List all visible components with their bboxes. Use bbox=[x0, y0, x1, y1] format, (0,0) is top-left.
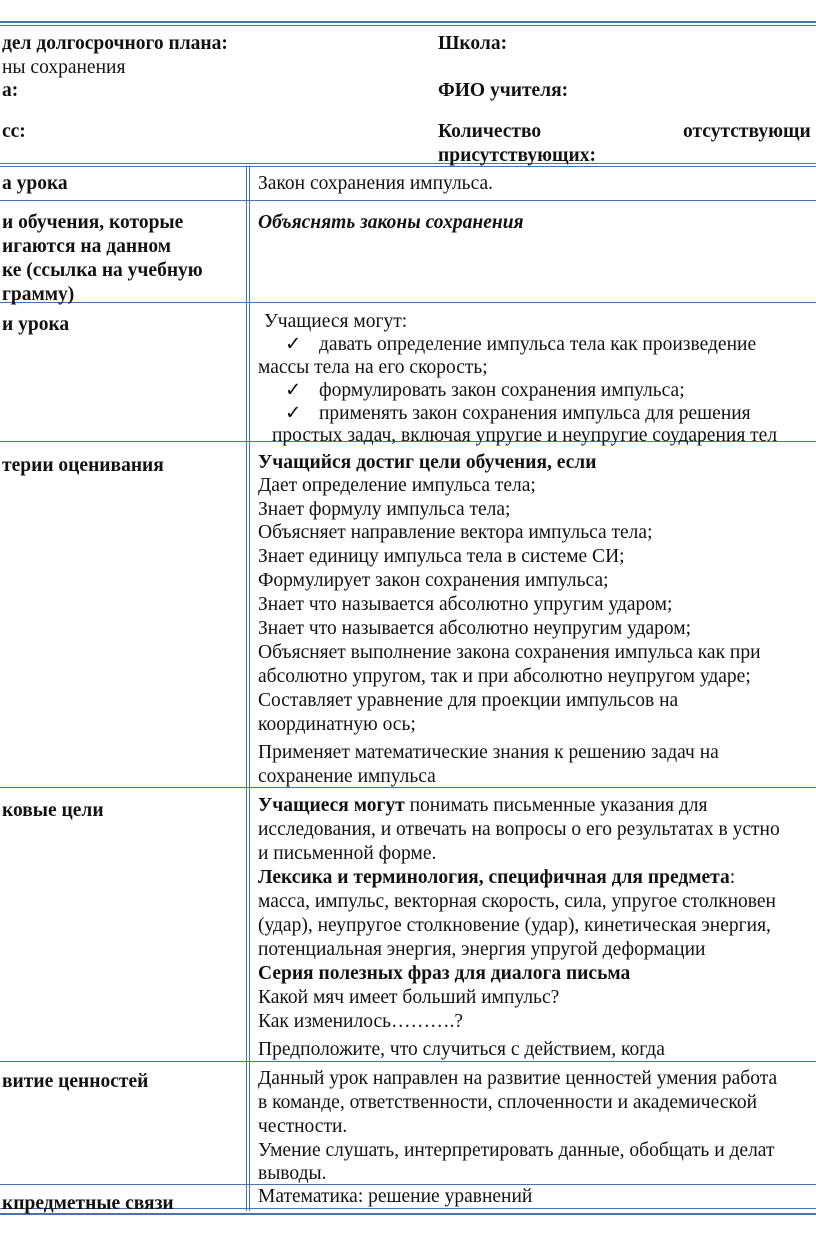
goal-text: простых задач, включая упругие и неупругие соударения тел bbox=[272, 425, 778, 446]
language-line: Как изменилось……….? bbox=[258, 1011, 464, 1032]
criteria-line: Знает что называется абсолютно упругим ударом; bbox=[258, 594, 673, 615]
criteria-line: Объясняет направление вектора импульса тела; bbox=[258, 522, 653, 543]
criteria-line: координатную ось; bbox=[258, 714, 416, 735]
values-line: выводы. bbox=[258, 1163, 327, 1184]
language-line: Какой мяч имеет больший импульс? bbox=[258, 987, 560, 1008]
language-line: масса, импульс, векторная скорость, сила, упругое столкновен bbox=[258, 891, 776, 912]
values-label: витие ценностей bbox=[2, 1071, 149, 1092]
class-label: сс: bbox=[2, 121, 26, 142]
language-line: исследования, и отвечать на вопросы о его результатах в устно bbox=[258, 819, 780, 840]
count-label-absent: отсутствующи bbox=[683, 121, 811, 142]
goal-item bbox=[285, 379, 685, 403]
criteria-line: Знает формулу импульса тела; bbox=[258, 499, 511, 520]
count-label: Количество bbox=[438, 121, 542, 142]
count-label-present: присутствующих: bbox=[438, 145, 596, 166]
language-line: и письменной форме. bbox=[258, 843, 437, 864]
row-divider bbox=[0, 163, 816, 164]
language-bold: Лексика и терминология, специфичная для предмета bbox=[258, 867, 730, 888]
date-label: а: bbox=[2, 80, 19, 101]
criteria-line: сохранение импульса bbox=[258, 766, 436, 787]
goal-text: формулировать закон сохранения импульса; bbox=[319, 380, 685, 401]
criteria-line: Объясняет выполнение закона сохранения импульса как при bbox=[258, 642, 761, 663]
header-divider bbox=[0, 25, 816, 26]
criteria-line: Знает единицу импульса тела в системе СИ; bbox=[258, 546, 625, 567]
values-line: честности. bbox=[258, 1116, 348, 1137]
criteria-heading: Учащийся достиг цели обучения, если bbox=[258, 452, 597, 473]
check-icon: ✓ bbox=[285, 403, 302, 424]
school-label: Школа: bbox=[438, 33, 508, 54]
language-line: Предположите, что случиться с действием, когда bbox=[258, 1039, 665, 1060]
language-bold: Учащиеся могут bbox=[258, 795, 405, 816]
criteria-label: терии оценивания bbox=[2, 455, 164, 476]
language-line: Серия полезных фраз для диалога письма bbox=[258, 963, 631, 984]
objectives-value: Объяснять законы сохранения bbox=[258, 212, 524, 233]
cross-links-value: Математика: решение уравнений bbox=[258, 1186, 533, 1207]
objectives-label: грамму) bbox=[2, 284, 75, 305]
objectives-label: и обучения, которые bbox=[2, 212, 184, 233]
goal-text: давать определение импульса тела как произведение bbox=[319, 334, 757, 355]
topic-value: Закон сохранения импульса. bbox=[258, 173, 493, 194]
criteria-line: Формулирует закон сохранения импульса; bbox=[258, 570, 609, 591]
plan-section-value: ны сохранения bbox=[2, 57, 126, 78]
goal-item bbox=[285, 333, 756, 357]
criteria-line: Дает определение импульса тела; bbox=[258, 475, 536, 496]
objectives-label: ке (ссылка на учебную bbox=[2, 260, 203, 281]
goal-item bbox=[285, 402, 751, 426]
check-icon: ✓ bbox=[285, 380, 302, 401]
plan-section-label: дел долгосрочного плана: bbox=[2, 33, 228, 54]
criteria-line: Применяет математические знания к решению задач на bbox=[258, 742, 719, 763]
cross-links-label: кпредметные связи bbox=[2, 1193, 174, 1214]
check-icon: ✓ bbox=[285, 334, 302, 355]
goal-text: массы тела на его скорость; bbox=[258, 357, 488, 378]
language-line bbox=[258, 866, 735, 890]
language-text: понимать письменные указания для bbox=[404, 795, 708, 816]
language-label: ковые цели bbox=[2, 800, 104, 821]
language-text: : bbox=[729, 867, 736, 888]
lesson-goals-label: и урока bbox=[2, 314, 70, 335]
values-line: в команде, ответственности, сплоченности и академической bbox=[258, 1092, 758, 1113]
lesson-goals-intro: Учащиеся могут: bbox=[264, 311, 408, 332]
row-divider bbox=[0, 302, 816, 303]
teacher-label: ФИО учителя: bbox=[438, 80, 569, 101]
row-divider bbox=[0, 166, 816, 167]
objectives-label: игаются на данном bbox=[2, 236, 171, 257]
column-divider bbox=[249, 166, 250, 1211]
goal-text: применять закон сохранения импульса для решения bbox=[319, 403, 751, 424]
criteria-line: Знает что называется абсолютно неупругим ударом; bbox=[258, 618, 692, 639]
language-line: потенциальная энергия, энергия упругой деформации bbox=[258, 939, 706, 960]
values-line: Данный урок направлен на развитие ценностей умения работа bbox=[258, 1068, 778, 1089]
topic-label: а урока bbox=[2, 173, 68, 194]
row-divider bbox=[0, 200, 816, 201]
language-line: (удар), неупругое столкновение (удар), кинетическая энергия, bbox=[258, 915, 771, 936]
criteria-line: Составляет уравнение для проекции импульсов на bbox=[258, 690, 679, 711]
criteria-line: абсолютно упругом, так и при абсолютно неупругом ударе; bbox=[258, 666, 751, 687]
column-divider bbox=[246, 166, 247, 1211]
values-line: Умение слушать, интерпретировать данные, обобщать и делат bbox=[258, 1140, 775, 1161]
language-line bbox=[258, 794, 707, 818]
